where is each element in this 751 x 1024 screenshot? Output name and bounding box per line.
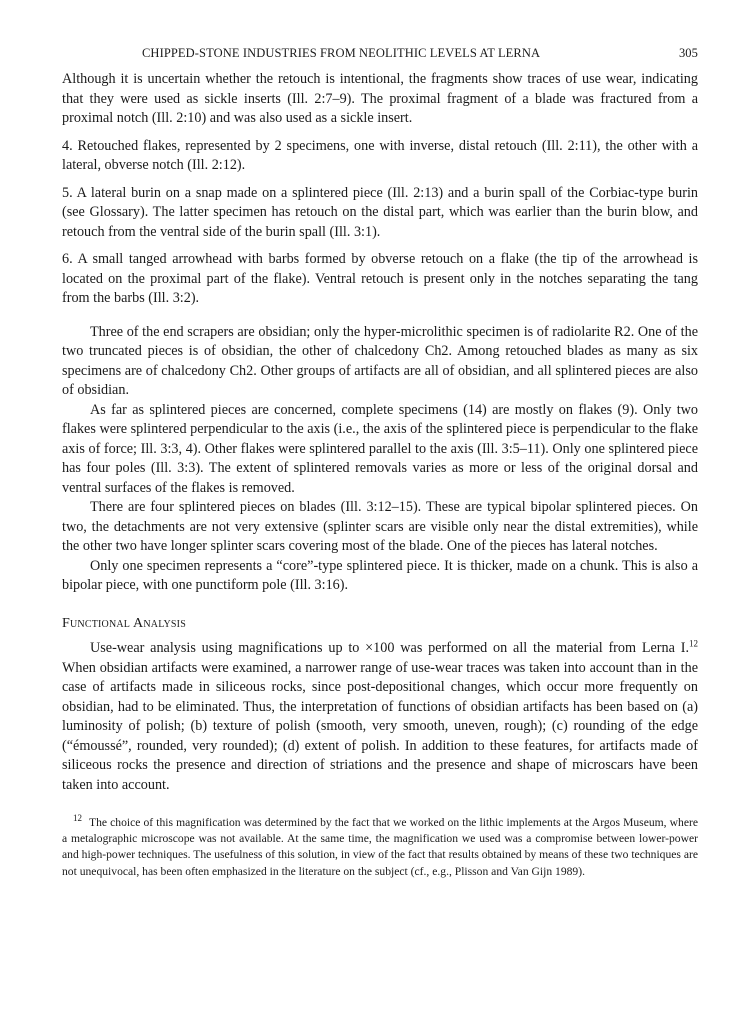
list-item-6: 6. A small tanged arrowhead with barbs formed by obverse retouch on a flake (the tip of the arrowhead is located on the proximal part of the flake). Ventral retouch is present only in the notches separating the tang from the barbs (Ill. 3:2). [62,251,698,306]
continuation-paragraph: Although it is uncertain whether the retouch is intentional, the fragments show traces of use wear, indicating that they were used as sickle inserts (Ill. 2:7–9). The proximal fragment of a blade was fractured from a proximal notch (Ill. 2:10) and was also used as a sickle insert. [62,71,698,126]
running-head: CHIPPED-STONE INDUSTRIES FROM NEOLITHIC LEVELS AT LERNA [142,46,541,60]
paragraph-splintered-flakes: As far as splintered pieces are concerned, complete specimens (14) are mostly on flakes (9). Only two flakes were splintered perpendicular to the axis (i.e., the axis of the splintered piece is perpendicular to the flake axis of force; Ill. 3:3, 4). Other flakes were splintered parallel to the axis (Ill. 3:5–11). Only one splintered piece has four poles (Ill. 3:3). The extent of splintered removals varies as more or less of the original dorsal and ventral surfaces of the flakes is removed. [62,401,698,496]
page-header [62,44,698,70]
page-number: 305 [678,46,698,60]
list-item-4: 4. Retouched flakes, represented by 2 specimens, one with inverse, distal retouch (Ill. 2:11), the other with a lateral, obverse notch (Ill. 2:12). [62,137,698,173]
functional-text-b: When obsidian artifacts were examined, a narrower range of use-wear traces was taken into account than in the case of artifacts made in siliceous rocks, since post-depositional changes, which occur more frequently on obsidian, had to be eliminated. Thus, the interpretation of functions of obsidian artifacts has been based on (a) luminosity of polish; (b) texture of polish (smooth, very smooth, uneven, rough); (c) rounding of the edge (“émoussé”, rounded, very rounded); (d) extent of polish. In addition to these features, for artifacts made of siliceous rocks the presence and direction of striations and the presence and shape of microscars have been taken into account. [62,659,698,793]
footnote-mark: 12 [73,813,82,824]
paragraph-splintered-blades: There are four splintered pieces on blades (Ill. 3:12–15). These are typical bipolar splintered pieces. On two, the detachments are not very extensive (splinter scars are visible only near the distal extremities), while the other two have longer splinter scars covering most of the blade. One of the pieces has lateral notches. [62,499,698,554]
list-item-5: 5. A lateral burin on a snap made on a splintered piece (Ill. 2:13) and a burin spall of the Corbiac-type burin (see Glossary). The latter specimen has retouch on the distal part, which was earlier than the burin blow, and retouch from the ventral side of the burin spall (Ill. 3:1). [62,184,698,240]
paragraph-materials: Three of the end scrapers are obsidian; only the hyper-microlithic specimen is of radiolarite R2. One of the two truncated pieces is of obsidian, the other of chalcedony Ch2. Among retouched blades as many as six specimens are of chalcedony Ch2. Other groups of artifacts are all of obsidian, and all splintered pieces are also of obsidian. [62,323,698,398]
functional-text-a: Use-wear analysis using magnifications up to ×100 was performed on all the material from Lerna I. [90,640,689,656]
footnote [62,815,698,880]
section-heading: Functional Analysis [62,615,186,631]
paragraph-core-type: Only one specimen represents a “core”-type splintered piece. It is thicker, made on a chunk. This is also a bipolar piece, with one punctiform pole (Ill. 3:16). [62,557,698,593]
footnote-text: The choice of this magnification was determined by the fact that we worked on the lithic implements at the Argos Museum, where a metalographic microscope was not available. At the same time, the magnification we used was a compromise between lower-power and high-power techniques. The usefulness of this solution, in view of the fact that results obtained by means of these two techniques are not unequivocal, has been often emphasized in the literature on the subject (cf., e.g., Plisson and Van Gijn 1989). [62,816,698,878]
paragraph-functional-analysis [62,639,698,795]
footnote-reference: 12 [689,638,698,649]
